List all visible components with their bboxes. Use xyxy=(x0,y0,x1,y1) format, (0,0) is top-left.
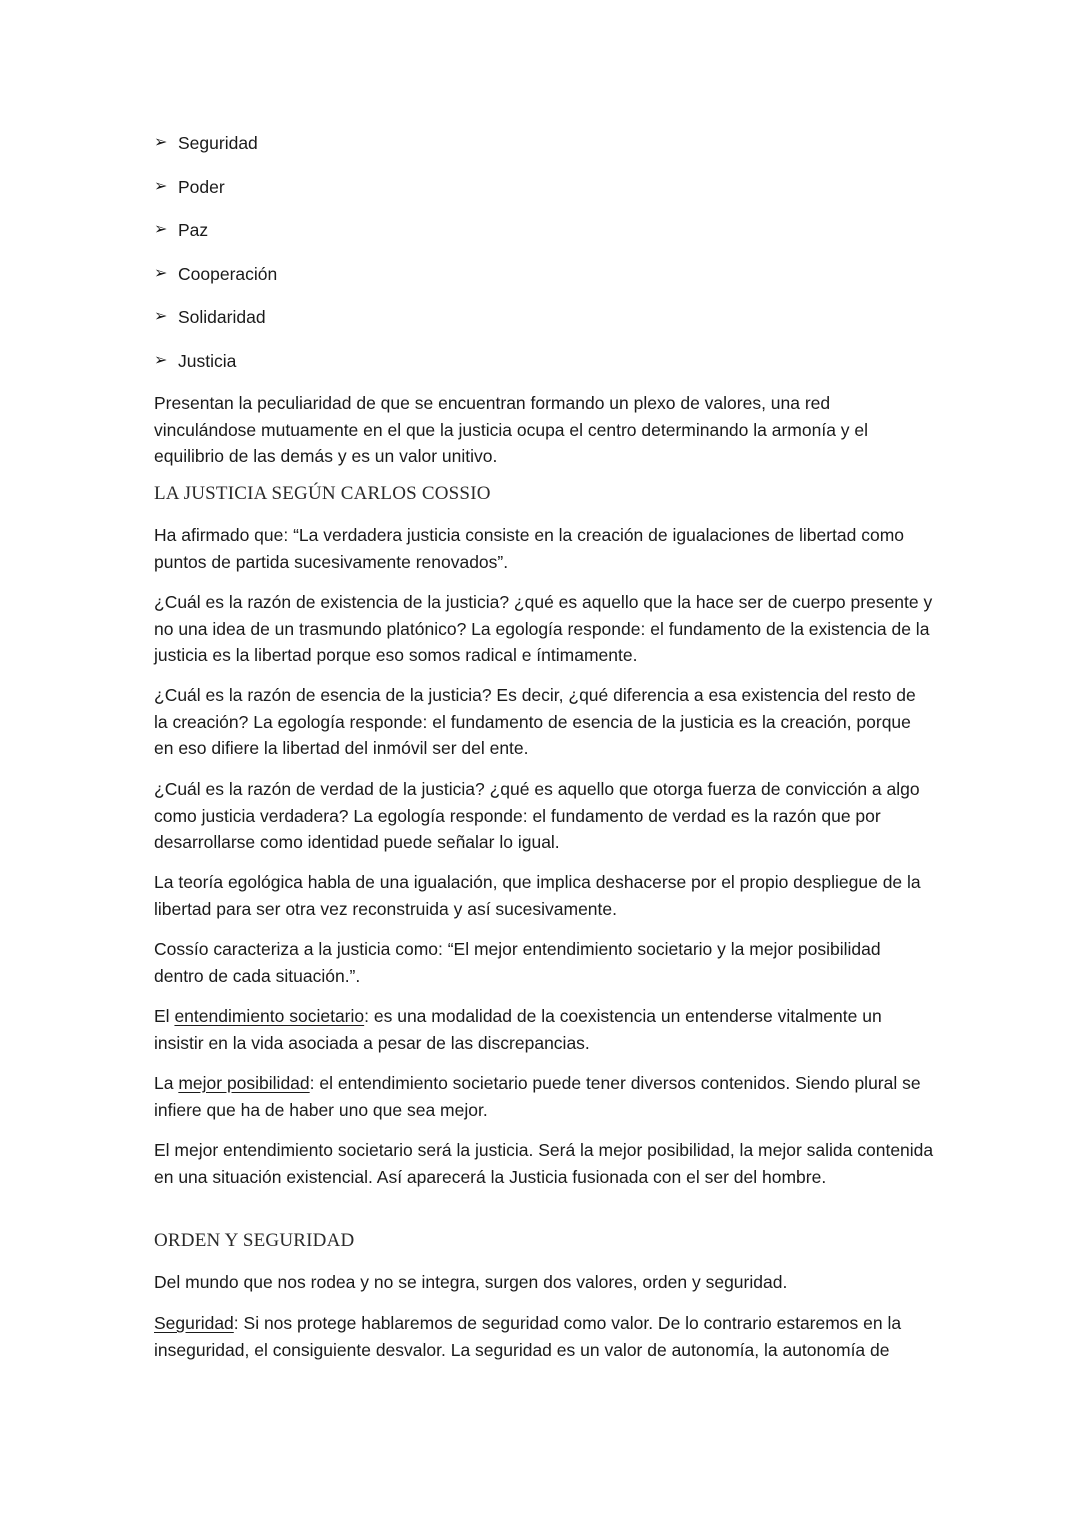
bullet-label: Justicia xyxy=(178,351,237,371)
bullet-item xyxy=(154,215,208,245)
paragraph: Ha afirmado que: “La verdadera justicia consiste en la creación de igualaciones de libertad como puntos de partida sucesivamente renovados”. xyxy=(154,525,905,572)
text: : es una modalidad de la coexistencia un entenderse vitalmente un insistir en la vida asociada a pesar de las discrepancias. xyxy=(154,1006,882,1053)
text: : Si nos protege hablaremos de seguridad como valor. De lo contrario estaremos en la inseguridad, el consiguiente desvalor. La seguridad es un valor de autonomía, la autonomía de xyxy=(154,1313,902,1360)
arrowhead-bullet-icon: ➢ xyxy=(154,178,168,195)
paragraph-seguridad xyxy=(154,1310,934,1363)
section-heading-orden-seguridad: ORDEN Y SEGURIDAD xyxy=(154,1230,355,1251)
underlined-term: mejor posibilidad xyxy=(178,1073,310,1093)
bullet-label: Solidaridad xyxy=(178,307,266,327)
bullet-label: Paz xyxy=(178,220,209,240)
paragraph: Del mundo que nos rodea y no se integra, surgen dos valores, orden y seguridad. xyxy=(154,1272,788,1292)
paragraph: ¿Cuál es la razón de existencia de la justicia? ¿qué es aquello que la hace ser de cuerpo presente y no una idea de un trasmundo platónico? La egología responde: el fundamento de la existencia de la justicia es la libertad porque eso somos radical e íntimamente. xyxy=(154,592,933,665)
arrowhead-bullet-icon: ➢ xyxy=(154,265,168,282)
arrowhead-bullet-icon: ➢ xyxy=(154,352,168,369)
paragraph: La teoría egológica habla de una igualación, que implica deshacerse por el propio despliegue de la libertad para ser otra vez reconstruida y así sucesivamente. xyxy=(154,872,921,919)
underlined-term: Seguridad xyxy=(154,1313,234,1333)
paragraph-mejor-posibilidad xyxy=(154,1070,934,1123)
bullet-item xyxy=(154,346,236,376)
paragraph: ¿Cuál es la razón de esencia de la justicia? Es decir, ¿qué diferencia a esa existencia del resto de la creación? La egología responde: el fundamento de esencia de la justicia es la creación, porque en eso difiere la libertad del inmóvil ser del ente. xyxy=(154,685,916,758)
arrowhead-bullet-icon: ➢ xyxy=(154,308,168,325)
bullet-item xyxy=(154,259,277,289)
underlined-term: entendimiento societario xyxy=(174,1006,365,1026)
paragraph: Cossío caracteriza a la justicia como: “El mejor entendimiento societario y la mejor posibilidad dentro de cada situación.”. xyxy=(154,939,881,986)
paragraph: ¿Cuál es la razón de verdad de la justicia? ¿qué es aquello que otorga fuerza de convicción a algo como justicia verdadera? La egología responde: el fundamento de verdad es la razón que por desarrollarse como identidad puede señalar lo igual. xyxy=(154,779,920,852)
bullet-label: Cooperación xyxy=(178,264,278,284)
intro-paragraph: Presentan la peculiaridad de que se encuentran formando un plexo de valores, una red vinculándose mutuamente en el que la justicia ocupa el centro determinando la armonía y el equilibrio de las demás y es un valor unitivo. xyxy=(154,393,869,466)
paragraph: El mejor entendimiento societario será la justicia. Será la mejor posibilidad, la mejor salida contenida en una situación existencial. Así aparecerá la Justicia fusionada con el ser del hombre. xyxy=(154,1140,934,1187)
arrowhead-bullet-icon: ➢ xyxy=(154,221,168,238)
text: La xyxy=(154,1073,179,1093)
bullet-label: Seguridad xyxy=(178,133,258,153)
bullet-item xyxy=(154,172,225,202)
text: : el entendimiento societario puede tener diversos contenidos. Siendo plural se infiere que ha de haber uno que sea mejor. xyxy=(154,1073,921,1120)
text: El xyxy=(154,1006,175,1026)
bullet-item xyxy=(154,128,258,158)
paragraph-entendimiento-societario xyxy=(154,1003,934,1056)
arrowhead-bullet-icon: ➢ xyxy=(154,134,168,151)
section-heading-justicia-cossio: LA JUSTICIA SEGÚN CARLOS COSSIO xyxy=(154,483,491,504)
bullet-label: Poder xyxy=(178,177,225,197)
bullet-item xyxy=(154,302,266,332)
